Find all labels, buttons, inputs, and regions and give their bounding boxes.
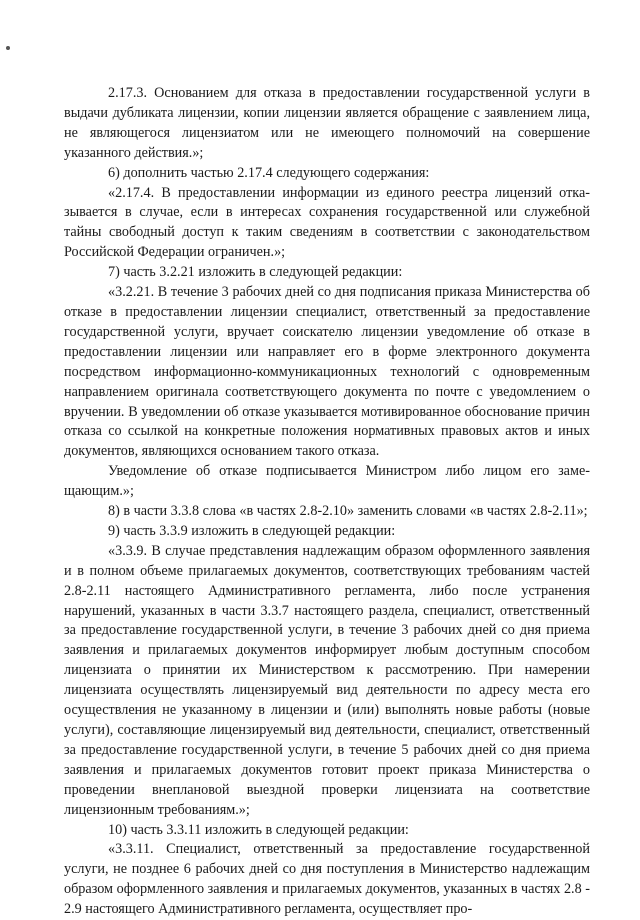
paragraph-item-9: 9) часть 3.3.9 изложить в следующей редакции:	[108, 522, 396, 539]
paragraph-2-17-3: 2.17.3. Основанием для отказа в предоставлении государственной услуги в выдачи дубликата лицензии, копии лицензии является обращение с заявлением лица, не являющегося лицензиатом или не имеющего полномочий на совершение указанного действия.»;	[64, 85, 590, 161]
paragraph-item-6: 6) дополнить частью 2.17.4 следующего содержания:	[108, 164, 430, 181]
paragraph-3-3-11: «3.3.11. Специалист, ответственный за предоставление государственной услуги, не позднее 6 рабочих дней со дня поступления в Министерство надлежащим образом оформленного заявления и прилагаемых документов, указанных в частях 2.8 - 2.9 настоящего Административного регламента, осуществляет про-	[64, 841, 590, 918]
scan-mark	[6, 46, 10, 50]
paragraph-notice-signature: Уведомление об отказе подписывается Министром либо лицом его замещающим.»;	[64, 463, 590, 500]
paragraph-3-3-9: «3.3.9. В случае представления надлежащим образом оформленного заявления и в полном объеме прилагаемых документов, соответствующих требованиям частей 2.8-2.11 настоящего Административного регламента, либо после устранения нарушений, указанных в части 3.3.7 настоящего раздела, специалист, ответственный за предоставление государственной услуги, в течение 3 рабочих дней со дня приема заявления и прилагаемых документов информирует любым доступным способом лицензиата о принятии их Министерством к рассмотрению. При намерении лицензиата осуществлять лицензируемый вид деятельности по адресу места его осуществления не указанному в лицензии и (или) выполнять новые работы (новые услуги), составляющие лицензируемый вид деятельности, специалист, ответственный за предоставление государственной услуги, в течение 5 рабочих дней со дня приема заявления и прилагаемых документов готовит проект приказа Министерства о проведении внеплановой выездной проверки лицензиата на соответствие лицензионным требованиям.»;	[64, 542, 590, 818]
paragraph-2-17-4: «2.17.4. В предоставлении информации из единого реестра лицензий отказывается в случае, если в интересах сохранения государственной или служебной тайны свободный доступ к таким сведениям в соответствии с законодательством Российской Федерации ограничен.»;	[64, 184, 590, 261]
paragraph-item-10: 10) часть 3.3.11 изложить в следующей редакции:	[108, 821, 409, 838]
paragraph-3-2-21: «3.2.21. В течение 3 рабочих дней со дня подписания приказа Министерства об отказе в предоставлении лицензии специалист, ответственный за предоставление государственной услуги, вручает соискателю лицензии уведомление об отказе в предоставлении лицензии или направляет его в форме электронного документа посредством информационно-коммуникационных технологий с одновременным направлением оригинала соответствующего документа по почте с уведомлением о вручении. В уведомлении об отказе указывается мотивированное обоснование причин отказа со ссылкой на конкретные положения нормативных правовых актов и иных документов, являющихся основанием такого отказа.	[64, 284, 590, 460]
document-page	[64, 84, 590, 920]
paragraph-item-7: 7) часть 3.2.21 изложить в следующей редакции:	[108, 264, 403, 281]
paragraph-item-8: 8) в части 3.3.8 слова «в частях 2.8-2.10» заменить словами «в частях 2.8-2.11»;	[108, 503, 588, 520]
